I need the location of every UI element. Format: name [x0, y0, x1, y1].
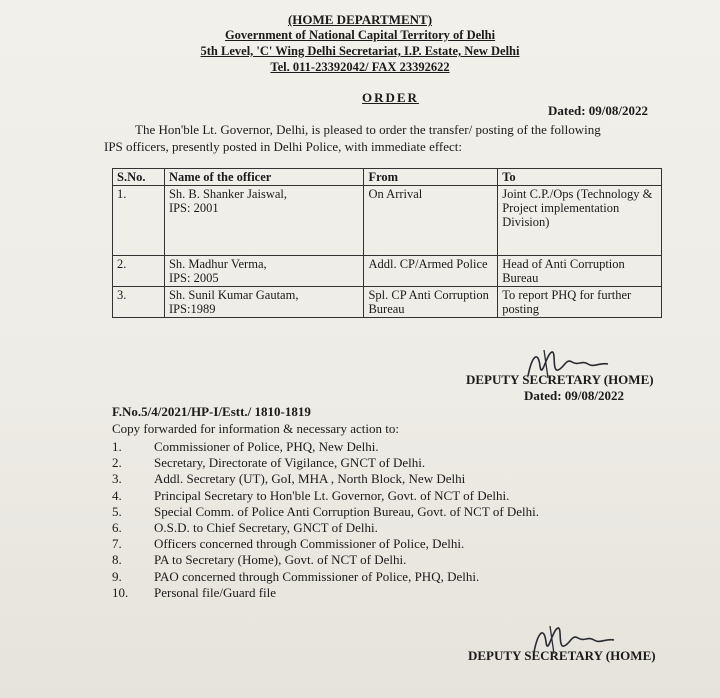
order-intro-line1: The Hon'ble Lt. Governor, Delhi, is pleased to order the transfer/ posting of the following [135, 122, 601, 137]
cell-from: On Arrival [364, 186, 498, 256]
cell-sno: 2. [113, 256, 165, 287]
copy-recipient-list [112, 439, 539, 601]
column-header-sno: S.No. [113, 169, 165, 186]
cell-officer [164, 186, 364, 256]
officer-name: Sh. B. Shanker Jaiswal, [168, 187, 287, 201]
table-row [113, 256, 662, 287]
list-item: 7. Officers concerned through Commissioner of Police, Delhi. [112, 536, 465, 552]
column-header-name: Name of the officer [164, 169, 364, 186]
cell-officer [164, 287, 364, 318]
signature-title-2: DEPUTY SECRETARY (HOME) [468, 648, 656, 663]
officer-name: Sh. Sunil Kumar Gautam, [168, 288, 299, 302]
file-number: F.No.5/4/2021/HP-I/Estt./ 1810-1819 [112, 404, 311, 419]
cell-sno: 1. [113, 186, 165, 256]
officer-ips: IPS:1989 [168, 302, 216, 316]
list-item: 3. Addl. Secretary (UT), GoI, MHA , North Block, New Delhi [112, 471, 466, 487]
cell-from: Spl. CP Anti Corruption Bureau [364, 287, 498, 318]
cell-sno: 3. [113, 287, 165, 318]
column-header-to: To [498, 169, 662, 186]
transfer-table [112, 168, 662, 318]
phone-fax: Tel. 011-23392042/ FAX 23392622 [270, 60, 450, 74]
government-name: Government of National Capital Territory of Delhi [224, 28, 496, 42]
order-heading: ORDER [362, 90, 419, 105]
signature-date-1: Dated: 09/08/2022 [524, 388, 625, 403]
list-item: 5. Special Comm. of Police Anti Corruption Bureau, Govt. of NCT of Delhi. [112, 503, 540, 519]
cell-to: Joint C.P./Ops (Technology & Project implementation Division) [498, 186, 662, 256]
cell-to: To report PHQ for further posting [498, 287, 662, 318]
order-date: Dated: 09/08/2022 [548, 103, 649, 118]
list-item: 1. Commissioner of Police, PHQ, New Delhi. [112, 439, 379, 454]
cell-officer [164, 256, 364, 287]
office-address: 5th Level, 'C' Wing Delhi Secretariat, I.P. Estate, New Delhi [200, 44, 520, 58]
department-heading: (HOME DEPARTMENT) [287, 12, 433, 27]
list-item: 8. PA to Secretary (Home), Govt. of NCT of Delhi. [112, 552, 407, 568]
officer-ips: IPS: 2005 [168, 271, 219, 285]
list-item: 6. O.S.D. to Chief Secretary, GNCT of Delhi. [112, 520, 378, 536]
copy-intro: Copy forwarded for information & necessary action to: [112, 421, 399, 436]
table-row [113, 186, 662, 256]
order-intro-line2: IPS officers, presently posted in Delhi Police, with immediate effect: [104, 139, 463, 154]
signature-title-1: DEPUTY SECRETARY (HOME) [466, 372, 654, 387]
officer-ips: IPS: 2001 [168, 201, 219, 215]
table-row [113, 287, 662, 318]
table-header-row [113, 169, 662, 186]
cell-to: Head of Anti Corruption Bureau [498, 256, 662, 287]
list-item: 9. PAO concerned through Commissioner of Police, PHQ, Delhi. [112, 568, 480, 584]
cell-from: Addl. CP/Armed Police [364, 256, 498, 287]
list-item: 10. Personal file/Guard file [112, 584, 277, 600]
officer-name: Sh. Madhur Verma, [168, 257, 267, 271]
list-item: 4. Principal Secretary to Hon'ble Lt. Governor, Govt. of NCT of Delhi. [112, 487, 510, 503]
column-header-from: From [364, 169, 498, 186]
list-item: 2. Secretary, Directorate of Vigilance, GNCT of Delhi. [112, 455, 426, 471]
